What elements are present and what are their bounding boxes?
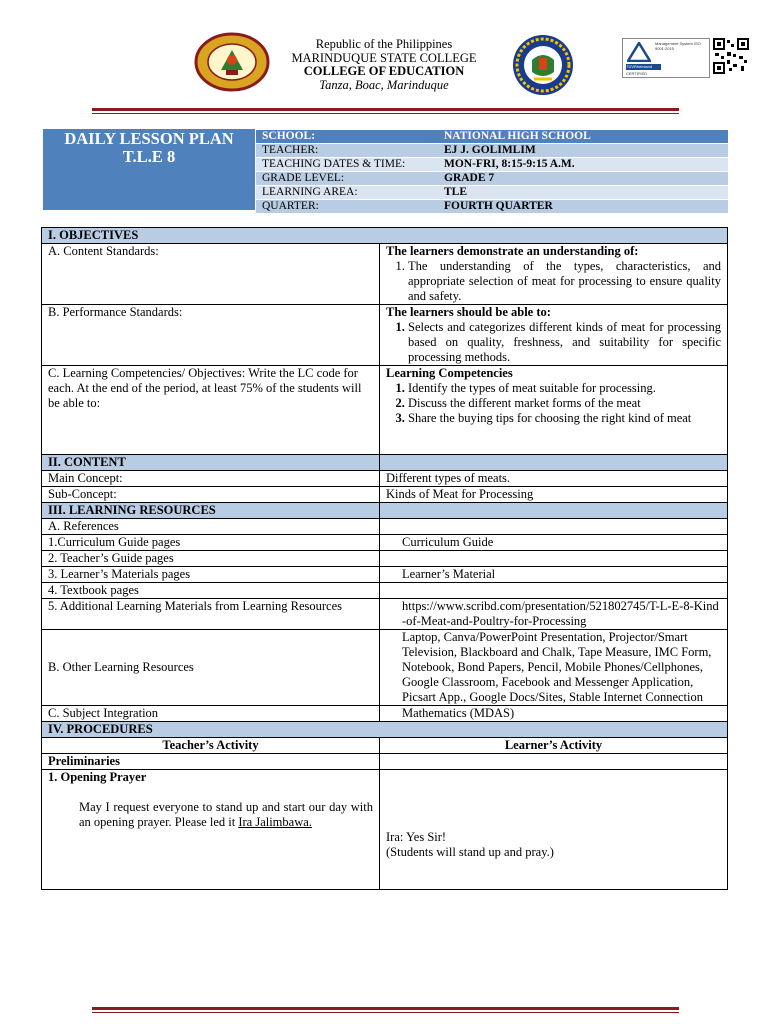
section-header-row (42, 228, 728, 244)
info-key: SCHOOL: (256, 130, 438, 144)
info-key: QUARTER: (256, 200, 438, 214)
empty-cell (380, 551, 728, 567)
performance-standards-cell (380, 305, 728, 366)
preliminaries-label: Preliminaries (42, 754, 380, 770)
prayer-instruction: May I request everyone to stand up and start our day with an opening prayer. Please led it (79, 800, 373, 829)
header-line-1: Republic of the Philippines (315, 37, 453, 51)
table-row (42, 535, 728, 551)
info-value: TLE (438, 186, 728, 200)
learning-competencies-head: Learning Competencies (386, 366, 513, 380)
list-item (408, 320, 721, 365)
info-key: TEACHER: (256, 144, 438, 158)
opening-prayer-cell (42, 770, 380, 890)
list-item (408, 396, 721, 411)
other-resource-item: Laptop, Canva/PowerPoint Presentation, Projector/Smart (402, 630, 688, 644)
list-item-text: Selects and categorizes different kinds of meat for processing based on quality, freshness, and suitability for specific processing methods. (408, 320, 721, 364)
list-item: 1. The understanding of the types, characteristics, and appropriate selection of meat for processing to ensure quality and safety. (408, 259, 721, 304)
learner-response-cell (380, 770, 728, 890)
cert-brand: TÜVRheinland (626, 64, 661, 70)
info-value: NATIONAL HIGH SCHOOL (438, 130, 728, 144)
table-row (42, 366, 728, 455)
header-line-2: MARINDUQUE STATE COLLEGE (291, 50, 477, 65)
learners-materials-label: 3. Learner’s Materials pages (42, 567, 380, 583)
table-row (42, 754, 728, 770)
lesson-plan-title (43, 129, 255, 210)
content-standards-cell (380, 244, 728, 305)
table-row (42, 305, 728, 366)
objectives-heading: I. OBJECTIVES (42, 228, 728, 244)
empty-cell (380, 754, 728, 770)
subject-integration-label: C. Subject Integration (42, 706, 380, 722)
learners-materials-value: Learner’s Material (380, 567, 728, 583)
header-line-4: Tanza, Boac, Marinduque (319, 77, 449, 92)
table-row (42, 551, 728, 567)
info-key: LEARNING AREA: (256, 186, 438, 200)
info-row (256, 144, 728, 158)
table-row (42, 599, 728, 630)
performance-standards-label: B. Performance Standards: (42, 305, 380, 366)
header-rule (92, 108, 679, 111)
learning-competencies-label-text: C. Learning Competencies/ Objectives: Write the LC code for each. At the end of the period, at least 75% of the students will be able to: (48, 366, 362, 410)
section-header-row (42, 455, 728, 471)
curriculum-guide-value: Curriculum Guide (380, 535, 728, 551)
title-line-2: T.L.E 8 (122, 147, 176, 166)
other-resource-item: Television, Blackboard and Chalk, Tape Measure, IMC Form, (402, 645, 712, 659)
content-standards-label: A. Content Standards: (42, 244, 380, 305)
list-item-text: Identify the types of meat suitable for processing. (408, 381, 656, 395)
learner-action: (Students will stand up and pray.) (386, 845, 554, 859)
header-rule-thin (92, 113, 679, 114)
learner-activity-header: Learner’s Activity (380, 738, 728, 754)
info-key: GRADE LEVEL: (256, 172, 438, 186)
info-row (256, 186, 728, 200)
table-row (42, 244, 728, 305)
learner-reply: Ira: Yes Sir! (386, 830, 447, 844)
info-key: TEACHING DATES & TIME: (256, 158, 438, 172)
sub-concept-label: Sub-Concept: (42, 487, 380, 503)
empty-cell (380, 583, 728, 599)
curriculum-guide-label: 1.Curriculum Guide pages (42, 535, 380, 551)
opening-prayer-text (48, 800, 373, 830)
info-row (256, 172, 728, 186)
content-standards-head: The learners demonstrate an understanding of: (386, 244, 639, 258)
content-heading: II. CONTENT (42, 455, 380, 471)
header-line-3: COLLEGE OF EDUCATION (303, 64, 465, 78)
table-row (42, 487, 728, 503)
procedures-heading: IV. PROCEDURES (42, 722, 728, 738)
info-value: MON-FRI, 8:15-9:15 A.M. (438, 158, 728, 172)
table-row (42, 770, 728, 890)
performance-standards-list (386, 320, 721, 365)
learning-competencies-cell (380, 366, 728, 455)
title-line-1: DAILY LESSON PLAN (64, 129, 234, 148)
info-value: EJ J. GOLIMLIM (438, 144, 728, 158)
performance-standards-head: The learners should be able to: (386, 305, 551, 319)
table-row (42, 738, 728, 754)
section-header-row (42, 722, 728, 738)
content-standards-list (386, 259, 721, 304)
table-row (42, 706, 728, 722)
teachers-guide-label: 2. Teacher’s Guide pages (42, 551, 380, 567)
prayer-leader-name: Ira Jalimbawa. (238, 815, 312, 829)
footer-rule-thin (92, 1012, 679, 1013)
table-row (42, 567, 728, 583)
list-item (408, 411, 721, 426)
other-resource-item: Notebook, Bond Papers, Pencil, Mobile Phones/Cellphones, (402, 660, 704, 674)
info-row (256, 158, 728, 172)
cert-top-text: Management System ISO 9001:2015 (655, 41, 701, 51)
table-row (42, 471, 728, 487)
other-resource-item: Picsart App., Google Docs/Sites, Stable Internet Connection (402, 690, 703, 704)
learning-competencies-list (386, 381, 721, 426)
empty-cell (380, 519, 728, 535)
textbook-label: 4. Textbook pages (42, 583, 380, 599)
learning-competencies-label (42, 366, 380, 455)
info-row (256, 130, 728, 144)
section-header-row (42, 503, 728, 519)
main-concept-value: Different types of meats. (380, 471, 728, 487)
empty-cell (380, 455, 728, 471)
cert-label: CERTIFIED (626, 71, 648, 76)
references-label: A. References (42, 519, 380, 535)
subject-integration-value: Mathematics (MDAS) (380, 706, 728, 722)
other-resources-cell (380, 630, 728, 706)
footer-rule (92, 1007, 679, 1010)
institution-header (0, 38, 768, 92)
table-row (42, 583, 728, 599)
teacher-activity-header: Teacher’s Activity (42, 738, 380, 754)
resources-heading: III. LEARNING RESOURCES (42, 503, 380, 519)
list-item-text: Discuss the different market forms of the meat (408, 396, 641, 410)
opening-prayer-title: 1. Opening Prayer (48, 770, 147, 784)
table-row (42, 519, 728, 535)
list-item (408, 381, 721, 396)
sub-concept-value: Kinds of Meat for Processing (380, 487, 728, 503)
list-item-text: Share the buying tips for choosing the right kind of meat (408, 411, 692, 425)
other-resource-item: Google Classroom, Facebook and Messenger Application, (402, 675, 694, 689)
main-concept-label: Main Concept: (42, 471, 380, 487)
info-row (256, 200, 728, 214)
additional-materials-link[interactable]: https://www.scribd.com/presentation/521802745/T-L-E-8-Kind-of-Meat-and-Poultry-for-Processing (380, 599, 728, 630)
additional-materials-label: 5. Additional Learning Materials from Learning Resources (42, 599, 380, 630)
empty-cell (380, 503, 728, 519)
lesson-info-table (256, 129, 728, 213)
other-resources-label: B. Other Learning Resources (42, 630, 380, 706)
lesson-plan-table (41, 227, 728, 890)
table-row (42, 630, 728, 706)
info-value: FOURTH QUARTER (438, 200, 728, 214)
info-value: GRADE 7 (438, 172, 728, 186)
